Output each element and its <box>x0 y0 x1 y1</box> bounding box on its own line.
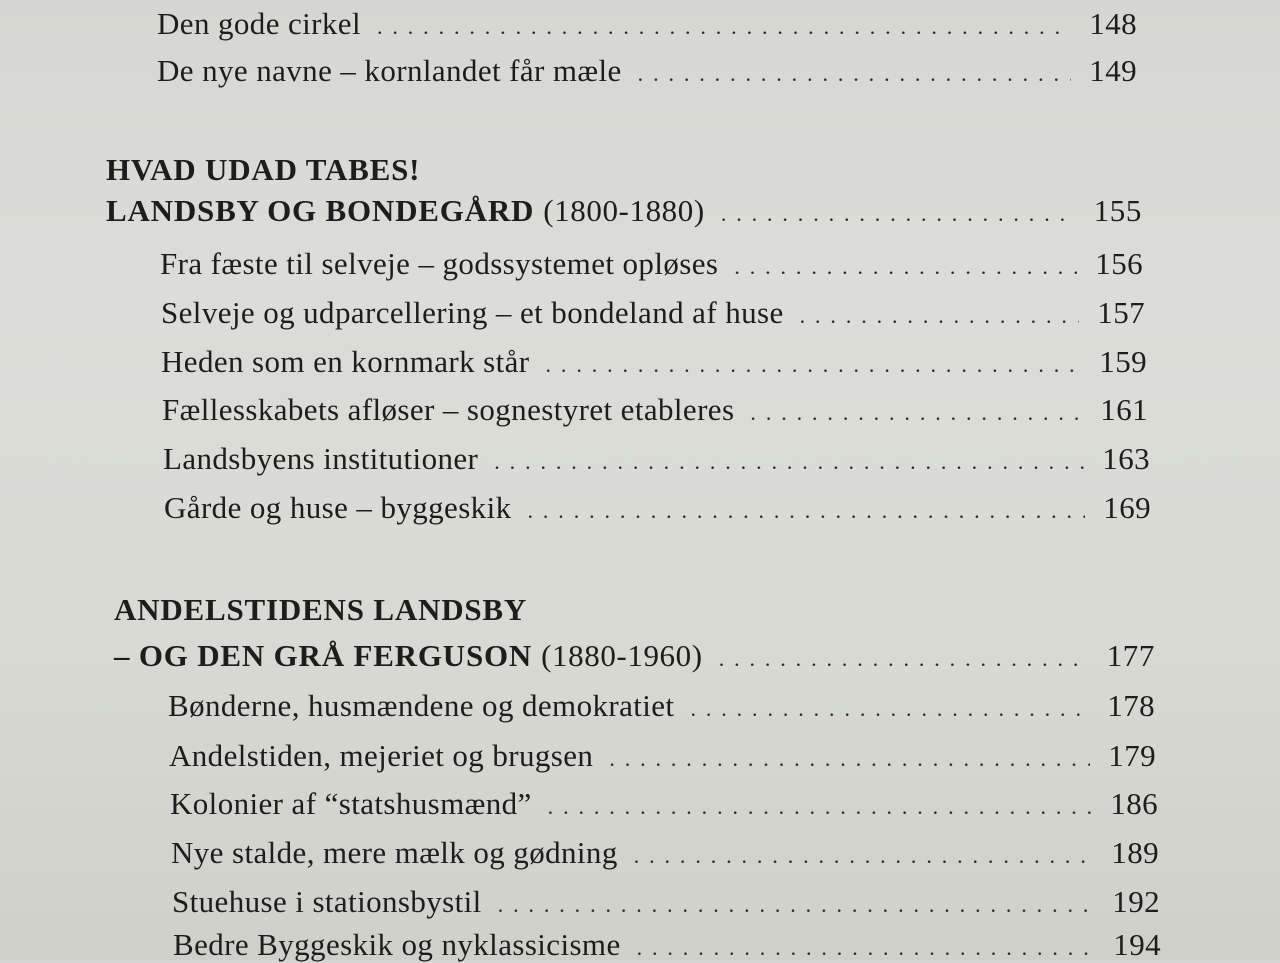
section-heading <box>106 152 420 188</box>
dot-leader <box>750 400 1082 426</box>
section-heading <box>114 592 527 628</box>
section-page: 155 <box>1093 193 1142 228</box>
section-heading-entry <box>114 638 1155 674</box>
toc-entry-page: 178 <box>1107 688 1155 723</box>
toc-entry-page: 157 <box>1097 295 1145 330</box>
toc-entry <box>169 738 1156 774</box>
section-heading-entry <box>106 193 1142 229</box>
dot-leader <box>690 696 1089 722</box>
toc-entry-page: 163 <box>1102 441 1150 476</box>
toc-entry <box>168 688 1155 724</box>
section-heading-title: LANDSBY OG BONDEGÅRD <box>106 193 535 228</box>
dot-leader <box>634 843 1093 869</box>
toc-entry-page: 159 <box>1099 344 1147 379</box>
dot-leader <box>638 61 1071 87</box>
toc-entry-title: Kolonier af “statshusmænd” <box>170 786 532 821</box>
toc-entry-page: 192 <box>1112 884 1160 919</box>
toc-entry <box>173 927 1161 963</box>
toc-entry <box>171 835 1159 871</box>
toc-entry-page: 194 <box>1113 927 1161 962</box>
toc-entry <box>162 392 1148 428</box>
dot-leader <box>721 201 1076 227</box>
toc-entry <box>163 441 1150 477</box>
dot-leader <box>498 892 1094 918</box>
toc-entry-title: De nye navne – kornlandet får mæle <box>157 53 622 88</box>
toc-entry-title: Selveje og udparcellering – et bondeland af huse <box>161 295 784 330</box>
dot-leader <box>800 303 1079 329</box>
dot-leader <box>719 646 1089 672</box>
toc-entry-page: 169 <box>1103 490 1151 525</box>
toc-entry-title: Fællesskabets afløser – sognestyret etableres <box>162 392 735 427</box>
toc-entry <box>160 246 1143 282</box>
toc-entry-title: Bedre Byggeskik og nyklassicisme <box>173 927 621 962</box>
toc-entry <box>157 53 1137 89</box>
toc-entry-title: Fra fæste til selveje – godssystemet opløses <box>160 246 719 281</box>
toc-entry-title: Andelstiden, mejeriet og brugsen <box>169 738 594 773</box>
toc-entry-title: Den gode cirkel <box>157 6 361 41</box>
toc-entry-page: 149 <box>1089 53 1137 88</box>
section-page: 177 <box>1106 638 1155 673</box>
section-years: (1800-1880) <box>543 193 705 228</box>
dot-leader <box>637 935 1095 961</box>
dot-leader <box>546 352 1081 378</box>
toc-entry-page: 179 <box>1108 738 1156 773</box>
toc-entry-page: 186 <box>1110 786 1158 821</box>
dot-leader <box>528 498 1086 524</box>
toc-entry-page: 148 <box>1089 6 1137 41</box>
dot-leader <box>609 746 1090 772</box>
section-heading-title: – OG DEN GRÅ FERGUSON <box>114 638 533 673</box>
section-years: (1880-1960) <box>541 638 703 673</box>
dot-leader <box>377 14 1071 40</box>
dot-leader <box>548 794 1092 820</box>
toc-entry <box>172 884 1160 920</box>
toc-entry <box>157 6 1137 42</box>
toc-entry <box>161 295 1145 331</box>
toc-entry-page: 161 <box>1100 392 1148 427</box>
toc-entry-page: 189 <box>1111 835 1159 870</box>
toc-entry <box>161 344 1147 380</box>
section-heading-title: HVAD UDAD TABES! <box>106 152 421 187</box>
toc-entry <box>164 490 1151 526</box>
toc-entry-page: 156 <box>1095 246 1143 281</box>
dot-leader <box>494 449 1084 475</box>
toc-entry-title: Gårde og huse – byggeskik <box>164 490 512 525</box>
toc-entry-title: Bønderne, husmændene og demokratiet <box>168 688 675 723</box>
dot-leader <box>734 254 1077 280</box>
toc-entry-title: Landsbyens institutioner <box>163 441 479 476</box>
section-heading-title: ANDELSTIDENS LANDSBY <box>114 592 528 627</box>
toc-entry-title: Nye stalde, mere mælk og gødning <box>171 835 618 870</box>
toc-entry-title: Heden som en kornmark står <box>161 344 530 379</box>
toc-entry <box>170 786 1158 822</box>
toc-entry-title: Stuehuse i stationsbystil <box>172 884 482 919</box>
